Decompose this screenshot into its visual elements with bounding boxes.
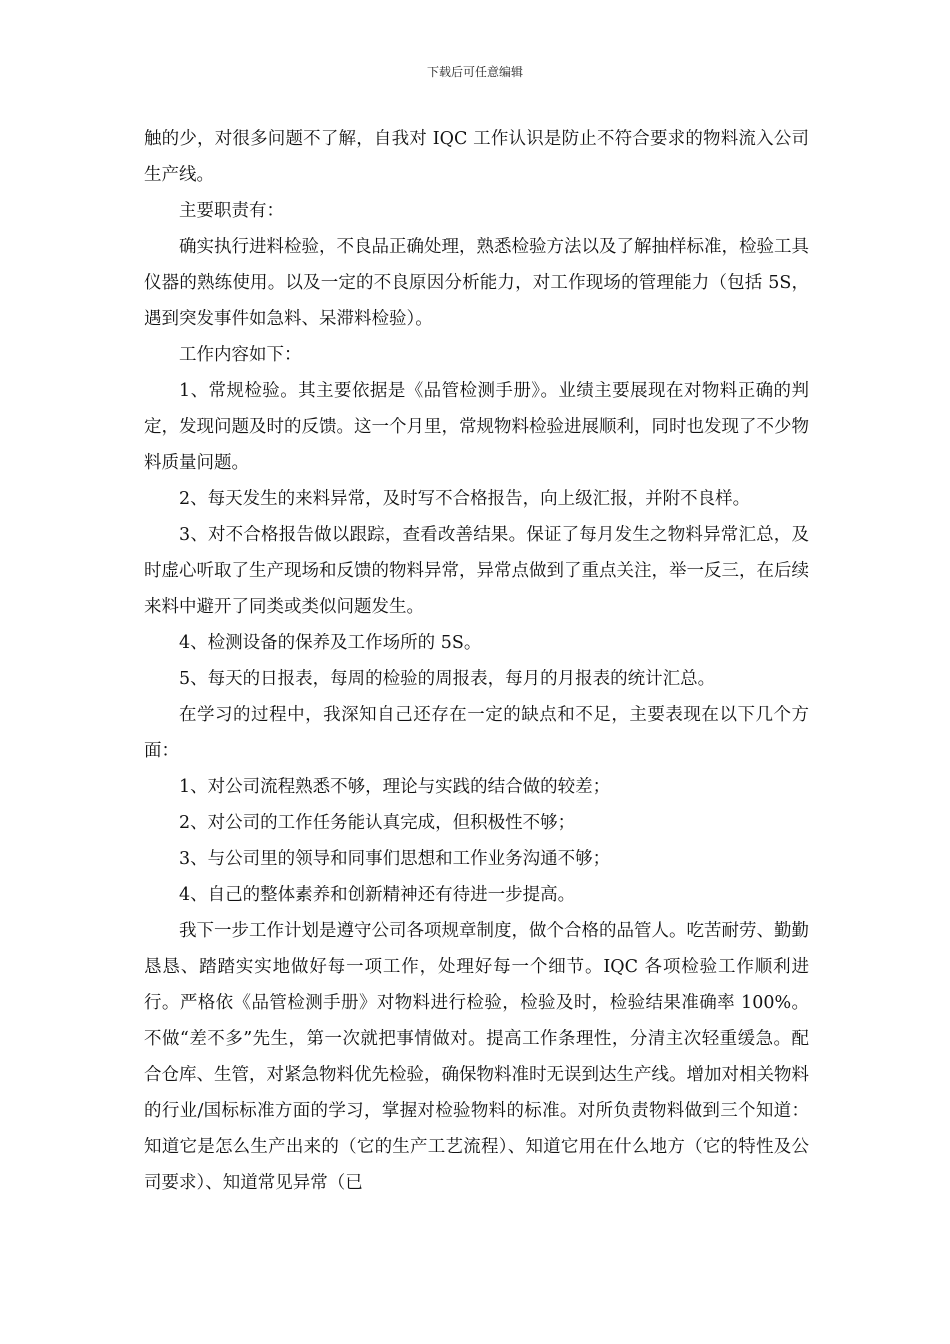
paragraph-item-2: 2、每天发生的来料异常，及时写不合格报告，向上级汇报，并附不良样。: [179, 489, 751, 509]
paragraph-duties: 确实执行进料检验，不良品正确处理，熟悉检验方法以及了解抽样标准，检验工具仪器的熟练使用。以及一定的不良原因分析能力，对工作现场的管理能力（包括 5S，遇到突发事件如急料、呆滞料检验）。: [144, 237, 809, 329]
paragraph-next-plan: 我下一步工作计划是遵守公司各项规章制度，做个合格的品管人。吃苦耐劳、勤勤恳恳、踏踏实实地做好每一项工作，处理好每一个细节。IQC 各项检验工作顺利进行。严格依《品管检测手册》对物料进行检验，检验及时，检验结果准确率 100%。不做“差不多”先生，第一次就把事情做对。提高工作条理性，分清主次轻重缓急。配合仓库、生管，对紧急物料优先检验，确保物料准时无误到达生产线。增加对相关物料的行业/国标标准方面的学习，掌握对检验物料的标准。对所负责物料做到三个知道：知道它是怎么生产出来的（它的生产工艺流程）、知道它用在什么地方（它的特性及公司要求）、知道常见异常（已: [144, 921, 809, 1193]
paragraph-shortcoming-4: 4、自己的整体素养和创新精神还有待进一步提高。: [179, 885, 576, 905]
paragraph-shortcoming-3: 3、与公司里的领导和同事们思想和工作业务沟通不够；: [179, 849, 611, 869]
paragraph-item-4: 4、检测设备的保养及工作场所的 5S。: [179, 633, 482, 653]
paragraph-shortcoming-1: 1、对公司流程熟悉不够，理论与实践的结合做的较差；: [179, 777, 611, 797]
paragraph-shortcoming-2: 2、对公司的工作任务能认真完成，但积极性不够；: [179, 813, 576, 833]
paragraph-item-3: 3、对不合格报告做以跟踪，查看改善结果。保证了每月发生之物料异常汇总，及时虚心听取了生产现场和反馈的物料异常，异常点做到了重点关注，举一反三，在后续来料中避开了同类或类似问题发生。: [144, 525, 809, 617]
paragraph-continuation: 触的少，对很多问题不了解，自我对 IQC 工作认识是防止不符合要求的物料流入公司生产线。: [144, 129, 809, 185]
paragraph-item-5: 5、每天的日报表，每周的检验的周报表，每月的月报表的统计汇总。: [179, 669, 716, 689]
document-body: [144, 121, 809, 1201]
page-header: 下载后可任意编辑: [426, 65, 523, 79]
paragraph-item-1: 1、常规检验。其主要依据是《品管检测手册》。业绩主要展现在对物料正确的判定，发现问题及时的反馈。这一个月里，常规物料检验进展顺利，同时也发现了不少物料质量问题。: [144, 381, 809, 473]
paragraph-shortcomings-intro: 在学习的过程中，我深知自己还存在一定的缺点和不足，主要表现在以下几个方面：: [144, 705, 809, 761]
paragraph-work-content-heading: 工作内容如下：: [179, 345, 302, 365]
paragraph-duties-heading: 主要职责有：: [179, 201, 284, 221]
